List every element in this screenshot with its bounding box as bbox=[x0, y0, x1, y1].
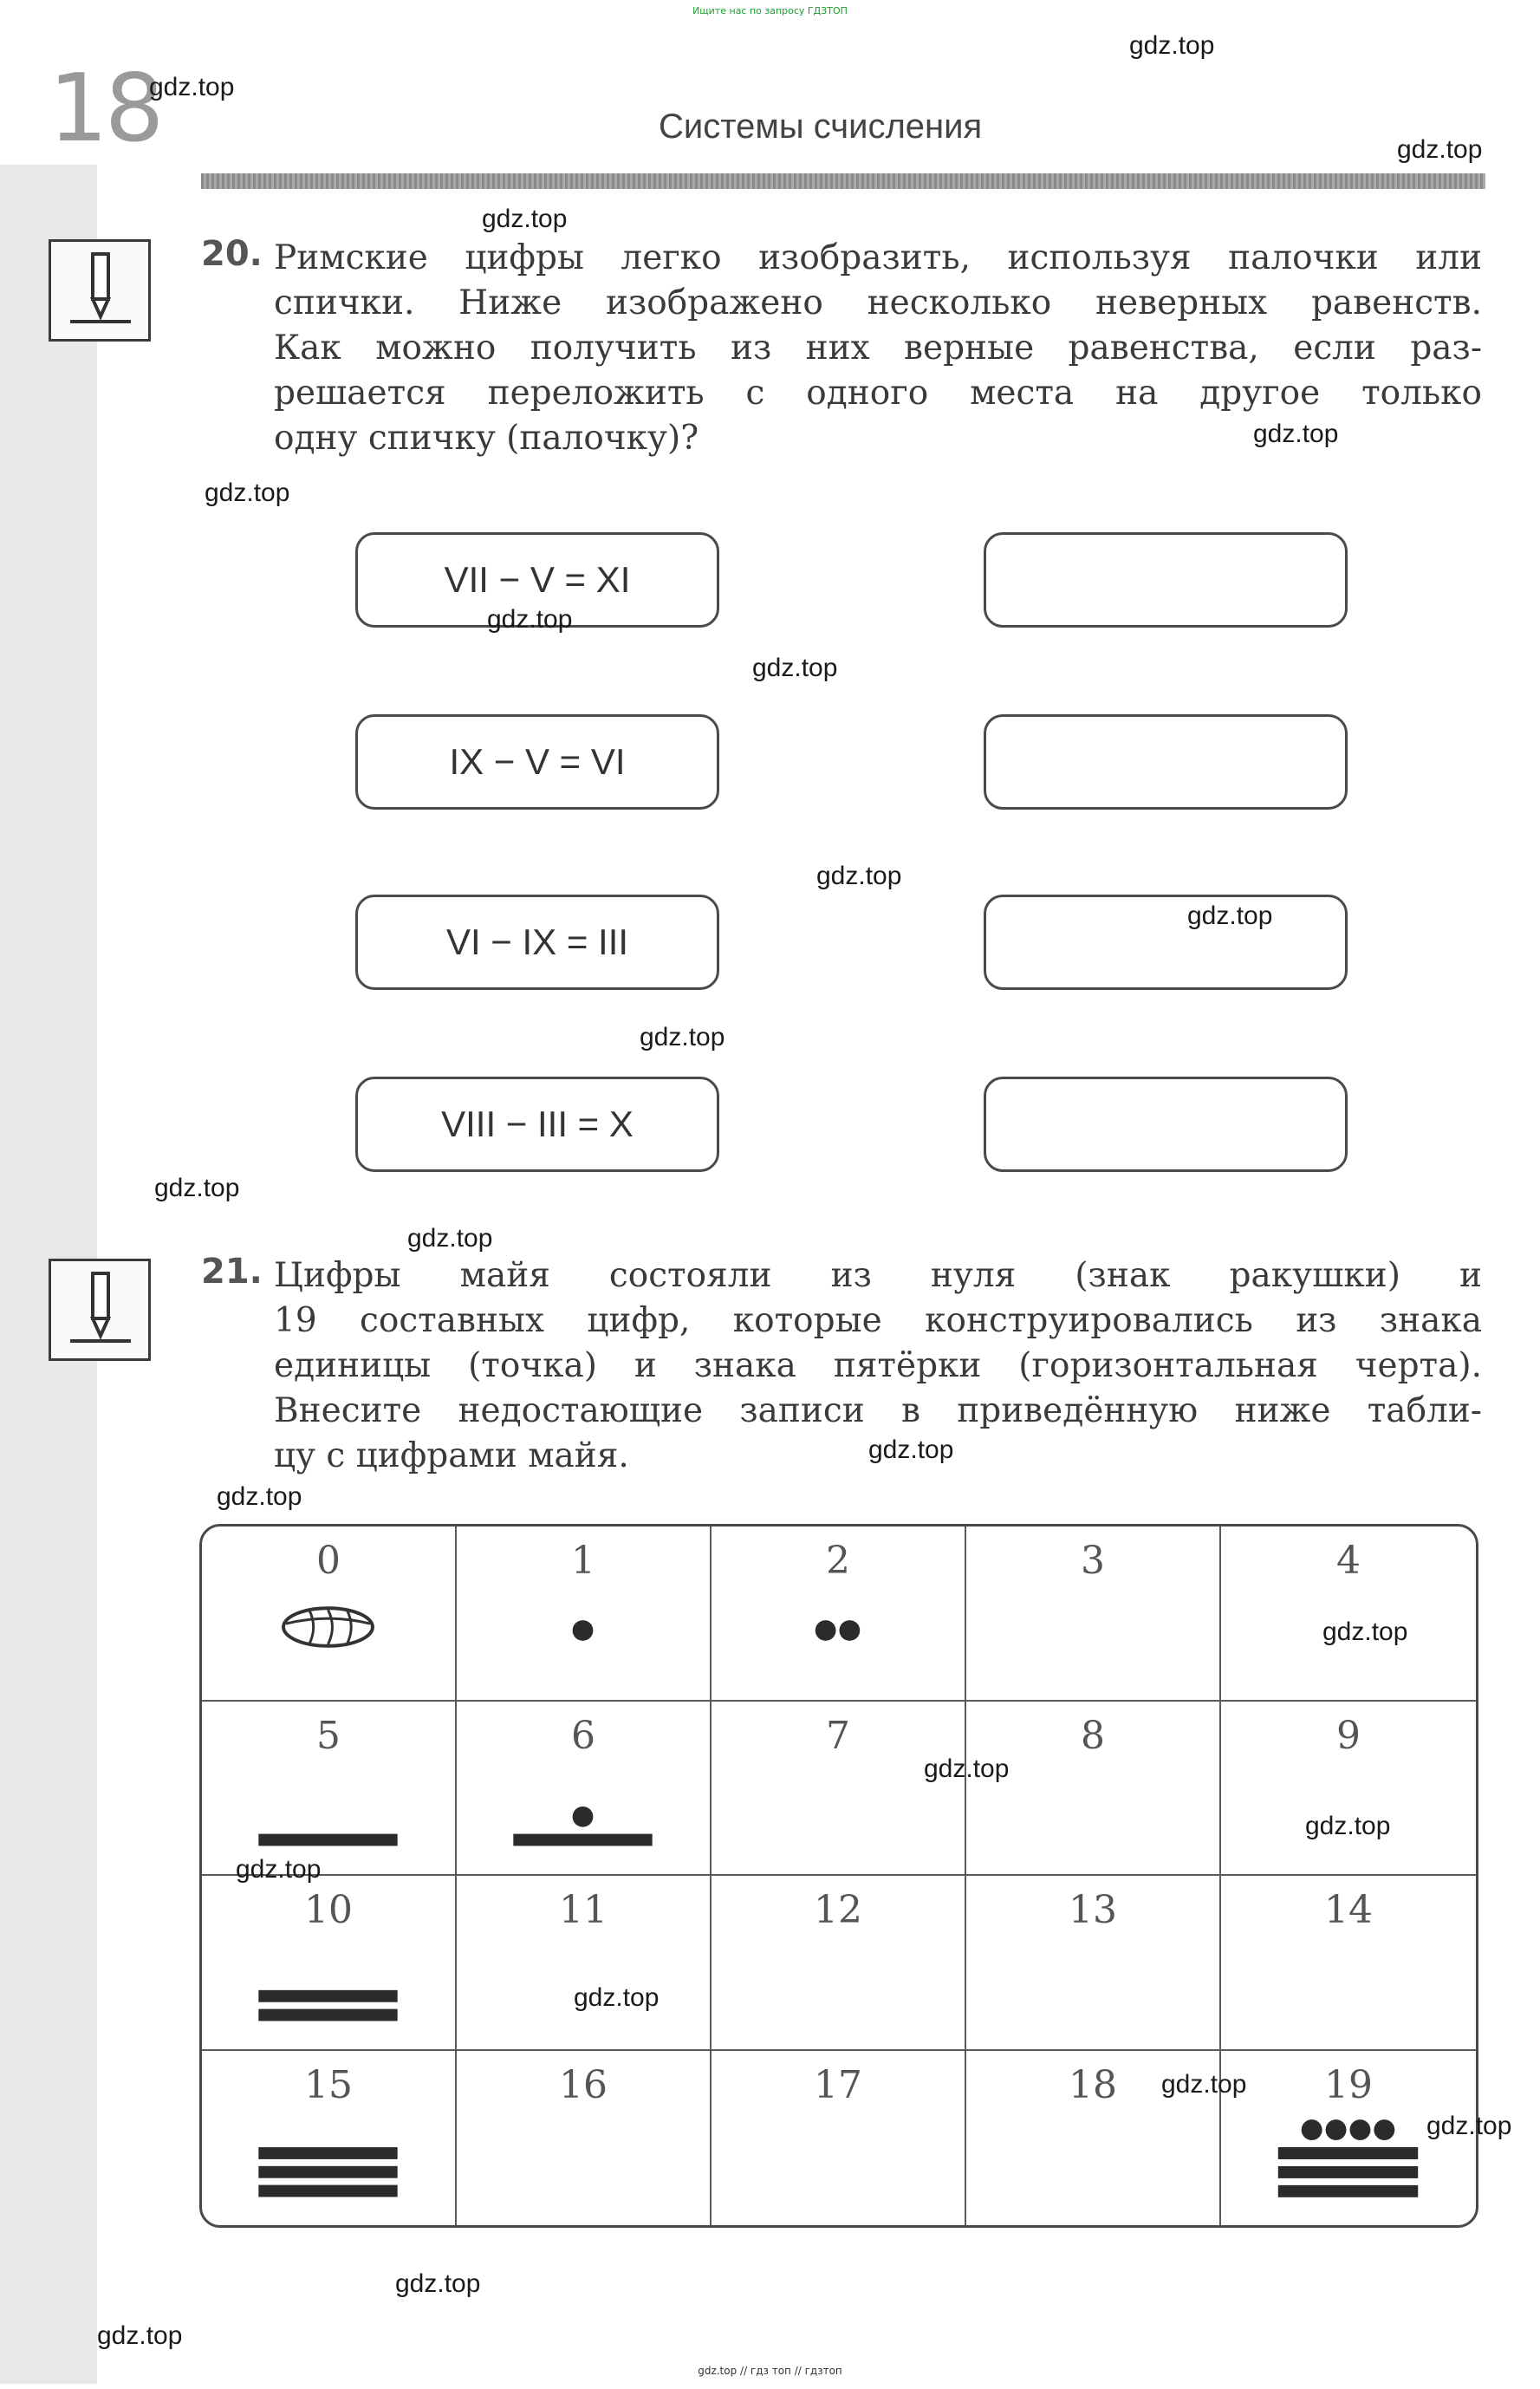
maya-dot bbox=[1326, 2119, 1347, 2140]
maya-number: 1 bbox=[571, 1539, 595, 1583]
maya-number: 9 bbox=[1336, 1713, 1361, 1758]
watermark: gdz.top bbox=[1187, 902, 1273, 930]
maya-table bbox=[199, 1524, 1478, 2228]
maya-cell[interactable] bbox=[966, 1702, 1221, 1877]
maya-dot bbox=[1302, 2119, 1322, 2140]
task-20-line: одну спичку (палочку)? bbox=[274, 419, 699, 458]
top-note: Ищите нас по запросу ГДЗТОП bbox=[692, 5, 848, 16]
maya-glyph bbox=[966, 2100, 1219, 2204]
maya-glyph bbox=[202, 2100, 455, 2204]
maya-glyph bbox=[457, 1749, 710, 1853]
maya-glyph bbox=[966, 1924, 1219, 2028]
maya-bar bbox=[258, 2147, 397, 2159]
maya-glyph bbox=[457, 2100, 710, 2204]
task-21-line: 19 составных цифр, которые конструировались из знака bbox=[274, 1301, 1482, 1340]
maya-dot bbox=[573, 1620, 594, 1641]
watermark: gdz.top bbox=[236, 1855, 322, 1884]
maya-number: 6 bbox=[571, 1713, 595, 1758]
maya-dot bbox=[1374, 2119, 1394, 2140]
bottom-note: gdz.top // гдз топ // гдзтоп bbox=[698, 2365, 842, 2377]
task-21-line: Цифры майя состояли из нуля (знак ракушки) и bbox=[274, 1256, 1482, 1295]
answer-box[interactable] bbox=[984, 1077, 1348, 1172]
maya-cell[interactable] bbox=[1221, 1526, 1476, 1702]
header-rule bbox=[201, 173, 1485, 189]
maya-number: 0 bbox=[316, 1539, 341, 1583]
maya-dot bbox=[815, 1620, 836, 1641]
task-21-number: 21. bbox=[201, 1252, 263, 1292]
maya-cell[interactable] bbox=[457, 1876, 712, 2051]
watermark: gdz.top bbox=[407, 1224, 493, 1253]
maya-number: 16 bbox=[559, 2062, 608, 2107]
maya-cell bbox=[202, 1526, 457, 1702]
task-20-line: решается переложить с одного места на другое только bbox=[274, 374, 1482, 413]
pencil-icon bbox=[49, 239, 151, 342]
maya-number: 8 bbox=[1081, 1713, 1105, 1758]
watermark: gdz.top bbox=[816, 862, 902, 890]
maya-number: 18 bbox=[1069, 2062, 1117, 2107]
watermark: gdz.top bbox=[752, 654, 838, 682]
maya-cell bbox=[202, 2051, 457, 2226]
maya-number: 3 bbox=[1081, 1539, 1105, 1583]
maya-cell bbox=[457, 1702, 712, 1877]
maya-cell[interactable] bbox=[966, 1526, 1221, 1702]
maya-bar bbox=[258, 1834, 397, 1846]
task-20-line: Римские цифры легко изобразить, используя палочки или bbox=[274, 238, 1482, 277]
maya-glyph bbox=[202, 1924, 455, 2028]
maya-cell[interactable] bbox=[1221, 1876, 1476, 2051]
maya-number: 4 bbox=[1336, 1539, 1361, 1583]
maya-glyph bbox=[712, 1924, 965, 2028]
maya-cell bbox=[202, 1702, 457, 1877]
equation-box: VII − V = XI bbox=[355, 532, 719, 628]
maya-number: 11 bbox=[559, 1888, 608, 1932]
maya-number: 14 bbox=[1324, 1888, 1373, 1932]
shell-icon bbox=[283, 1608, 373, 1646]
maya-glyph bbox=[1221, 1924, 1476, 2028]
maya-cell[interactable] bbox=[712, 1876, 966, 2051]
watermark: gdz.top bbox=[1129, 31, 1215, 60]
task-20-line: Как можно получить из них верные равенства, если раз- bbox=[274, 329, 1482, 368]
watermark: gdz.top bbox=[1253, 420, 1339, 448]
maya-cell bbox=[202, 1876, 457, 2051]
maya-bar bbox=[258, 2166, 397, 2178]
maya-number: 13 bbox=[1069, 1888, 1117, 1932]
maya-number: 5 bbox=[316, 1713, 341, 1758]
maya-number: 10 bbox=[304, 1888, 353, 1932]
watermark: gdz.top bbox=[97, 2321, 183, 2350]
watermark: gdz.top bbox=[574, 1983, 660, 2012]
maya-bar bbox=[1278, 2147, 1418, 2159]
answer-box[interactable] bbox=[984, 714, 1348, 810]
equation-box: VIII − III = X bbox=[355, 1077, 719, 1172]
maya-glyph bbox=[712, 2100, 965, 2204]
maya-glyph bbox=[457, 1575, 710, 1679]
maya-bar bbox=[1278, 2185, 1418, 2197]
watermark: gdz.top bbox=[482, 205, 568, 233]
answer-box[interactable] bbox=[984, 532, 1348, 628]
watermark: gdz.top bbox=[205, 478, 290, 507]
maya-bar bbox=[258, 1989, 397, 2002]
equation-box: VI − IX = III bbox=[355, 895, 719, 990]
chapter-title: Системы счисления bbox=[659, 107, 983, 146]
equation-box: IX − V = VI bbox=[355, 714, 719, 810]
watermark: gdz.top bbox=[640, 1023, 725, 1051]
maya-cell[interactable] bbox=[1221, 1702, 1476, 1877]
pencil-icon bbox=[49, 1259, 151, 1361]
maya-cell[interactable] bbox=[712, 2051, 966, 2226]
maya-number: 12 bbox=[814, 1888, 862, 1932]
maya-grid bbox=[202, 1526, 1476, 2225]
watermark: gdz.top bbox=[154, 1174, 240, 1202]
maya-glyph bbox=[202, 1575, 455, 1679]
maya-bar bbox=[258, 2185, 397, 2197]
maya-dot bbox=[573, 1806, 594, 1827]
watermark: gdz.top bbox=[1322, 1618, 1408, 1646]
watermark: gdz.top bbox=[868, 1435, 954, 1464]
maya-number: 19 bbox=[1324, 2062, 1373, 2107]
maya-cell bbox=[712, 1526, 966, 1702]
task-21-line: Внесите недостающие записи в приведённую ниже табли- bbox=[274, 1391, 1482, 1430]
watermark: gdz.top bbox=[1426, 2112, 1512, 2140]
maya-cell[interactable] bbox=[457, 2051, 712, 2226]
maya-bar bbox=[258, 2008, 397, 2021]
maya-number: 17 bbox=[814, 2062, 862, 2107]
watermark: gdz.top bbox=[217, 1482, 302, 1511]
maya-number: 15 bbox=[304, 2062, 353, 2107]
maya-glyph bbox=[712, 1575, 965, 1679]
watermark: gdz.top bbox=[395, 2269, 481, 2298]
maya-bar bbox=[1278, 2166, 1418, 2178]
maya-cell bbox=[457, 1526, 712, 1702]
maya-cell[interactable] bbox=[966, 1876, 1221, 2051]
answer-box[interactable] bbox=[984, 895, 1348, 990]
maya-dot bbox=[839, 1620, 860, 1641]
maya-glyph bbox=[202, 1749, 455, 1853]
task-21-line: единицы (точка) и знака пятёрки (горизонтальная черта). bbox=[274, 1346, 1482, 1385]
watermark: gdz.top bbox=[487, 605, 573, 634]
maya-glyph bbox=[966, 1575, 1219, 1679]
watermark: gdz.top bbox=[924, 1754, 1010, 1783]
watermark: gdz.top bbox=[1161, 2070, 1247, 2099]
maya-cell[interactable] bbox=[712, 1702, 966, 1877]
task-20-line: спички. Ниже изображено несколько неверных равенств. bbox=[274, 283, 1482, 322]
task-21-line: цу с цифрами майя. bbox=[274, 1436, 629, 1475]
maya-dot bbox=[1349, 2119, 1370, 2140]
maya-bar bbox=[513, 1834, 652, 1846]
watermark: gdz.top bbox=[1397, 135, 1483, 164]
page-number: 18 bbox=[49, 55, 161, 163]
maya-number: 7 bbox=[826, 1713, 850, 1758]
watermark: gdz.top bbox=[1305, 1812, 1391, 1840]
task-20-number: 20. bbox=[201, 234, 263, 274]
maya-number: 2 bbox=[826, 1539, 850, 1583]
watermark: gdz.top bbox=[149, 73, 235, 101]
